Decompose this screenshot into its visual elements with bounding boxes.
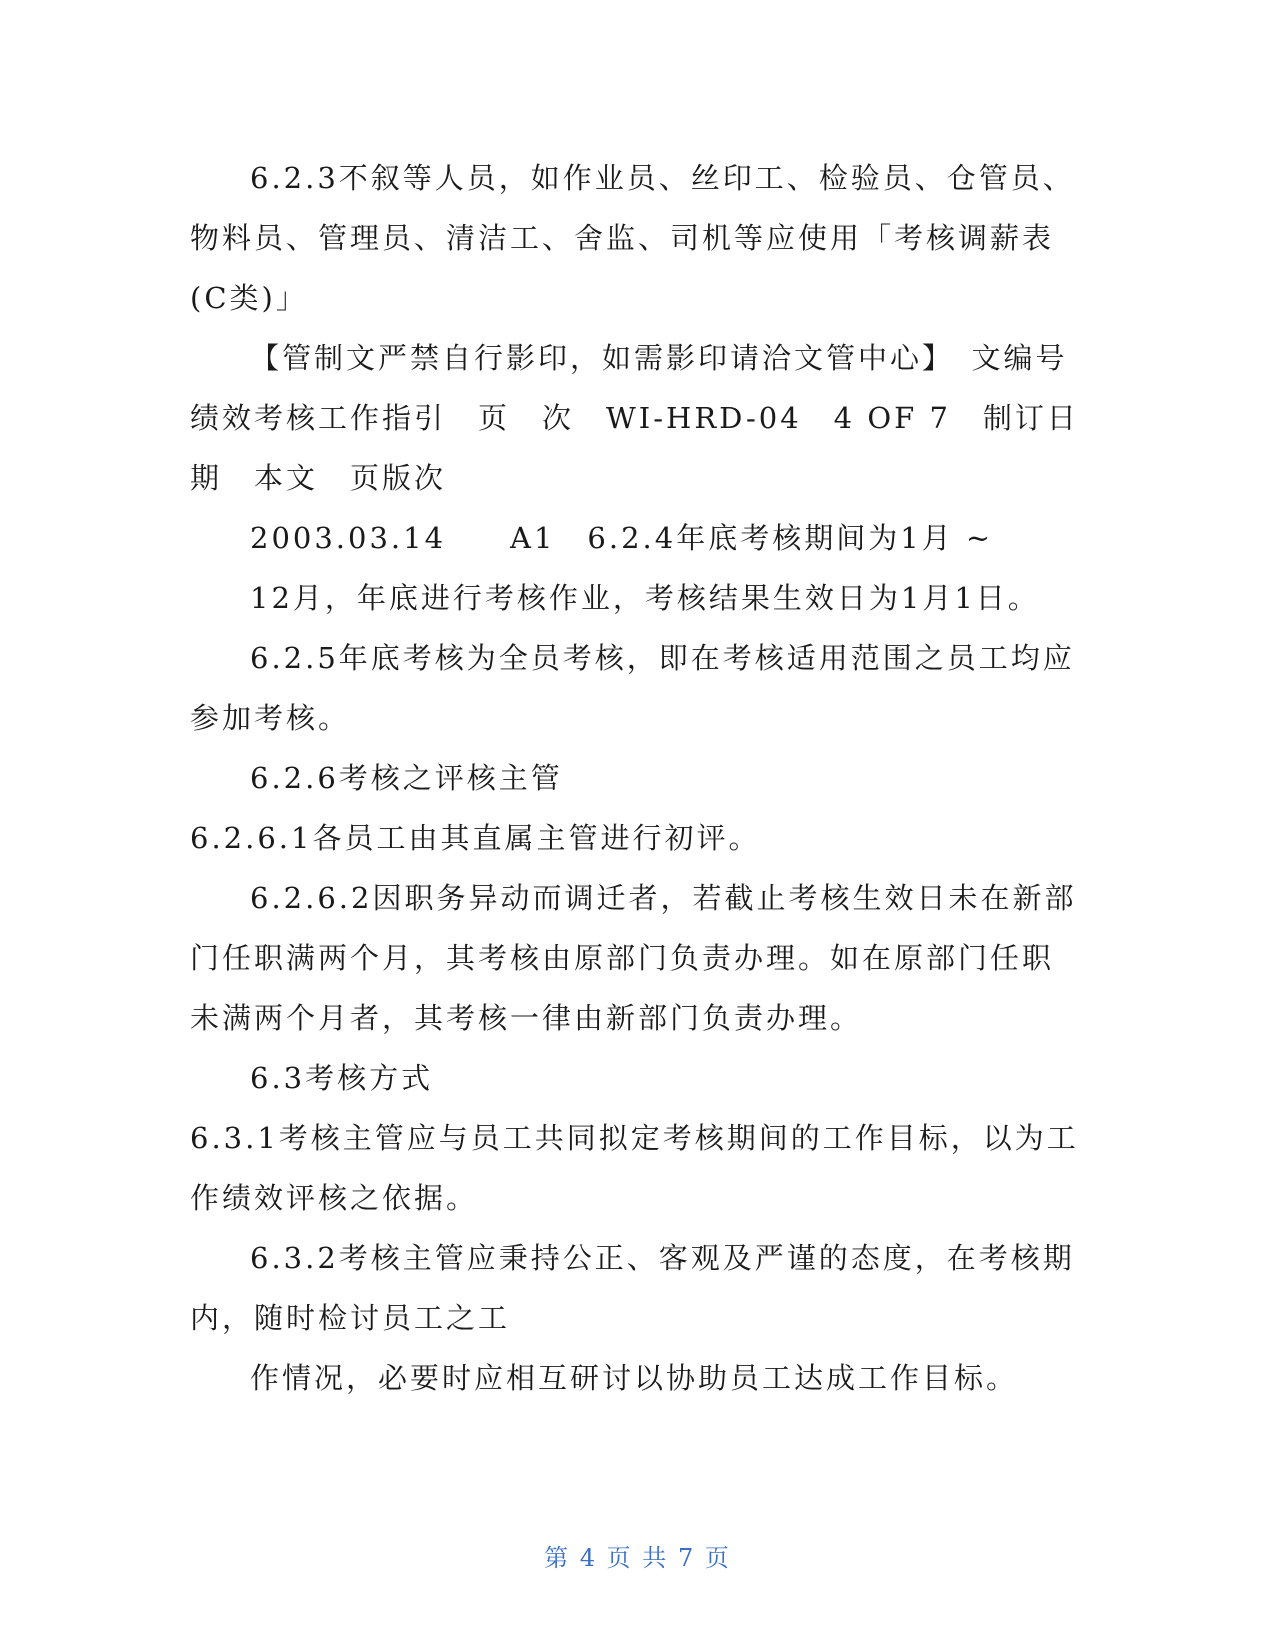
paragraph-year-end-period: 12月，年底进行考核作业，考核结果生效日为1月1日。 [250,581,1040,615]
paragraph-6-3-2-continued: 作情况，必要时应相互研讨以协助员工达成工作目标。 [250,1361,1019,1395]
paragraph-6-2-6: 6.2.6考核之评核主管 [250,761,563,795]
paragraph-6-2-6-1: 6.2.6.1各员工由其直属主管进行初评。 [190,821,761,855]
paragraph-6-3-2: 6.3.2考核主管应秉持公正、客观及严谨的态度，在考核期内，随时检讨员工之工 [190,1241,1075,1335]
paragraph-6-3-1: 6.3.1考核主管应与员工共同拟定考核期间的工作目标，以为工作绩效评核之依据。 [190,1121,1079,1215]
document-body [190,148,1080,1408]
paragraph-6-3: 6.3考核方式 [250,1061,434,1095]
paragraph-6-2-5: 6.2.5年底考核为全员考核，即在考核适用范围之员工均应参加考核。 [190,641,1075,735]
paragraph-date-version: 2003.03.14 A1 6.2.4年底考核期间为1月 ~ [250,521,994,555]
paragraph-document-header: 【管制文严禁自行影印，如需影印请洽文管中心】 文编号绩效考核工作指引 页 次 WI-HRD-04 4 OF 7 制订日期 本文 页版次 [190,341,1079,495]
paragraph-6-2-3: 6.2.3不叙等人员，如作业员、丝印工、检验员、仓管员、物料员、管理员、清洁工、舍监、司机等应使用「考核调薪表(C类)」 [190,161,1075,315]
paragraph-6-2-6-2: 6.2.6.2因职务异动而调迁者，若截止考核生效日未在新部门任职满两个月，其考核由原部门负责办理。如在原部门任职未满两个月者，其考核一律由新部门负责办理。 [190,881,1077,1035]
page-number-footer: 第 4 页 共 7 页 [544,1544,731,1572]
